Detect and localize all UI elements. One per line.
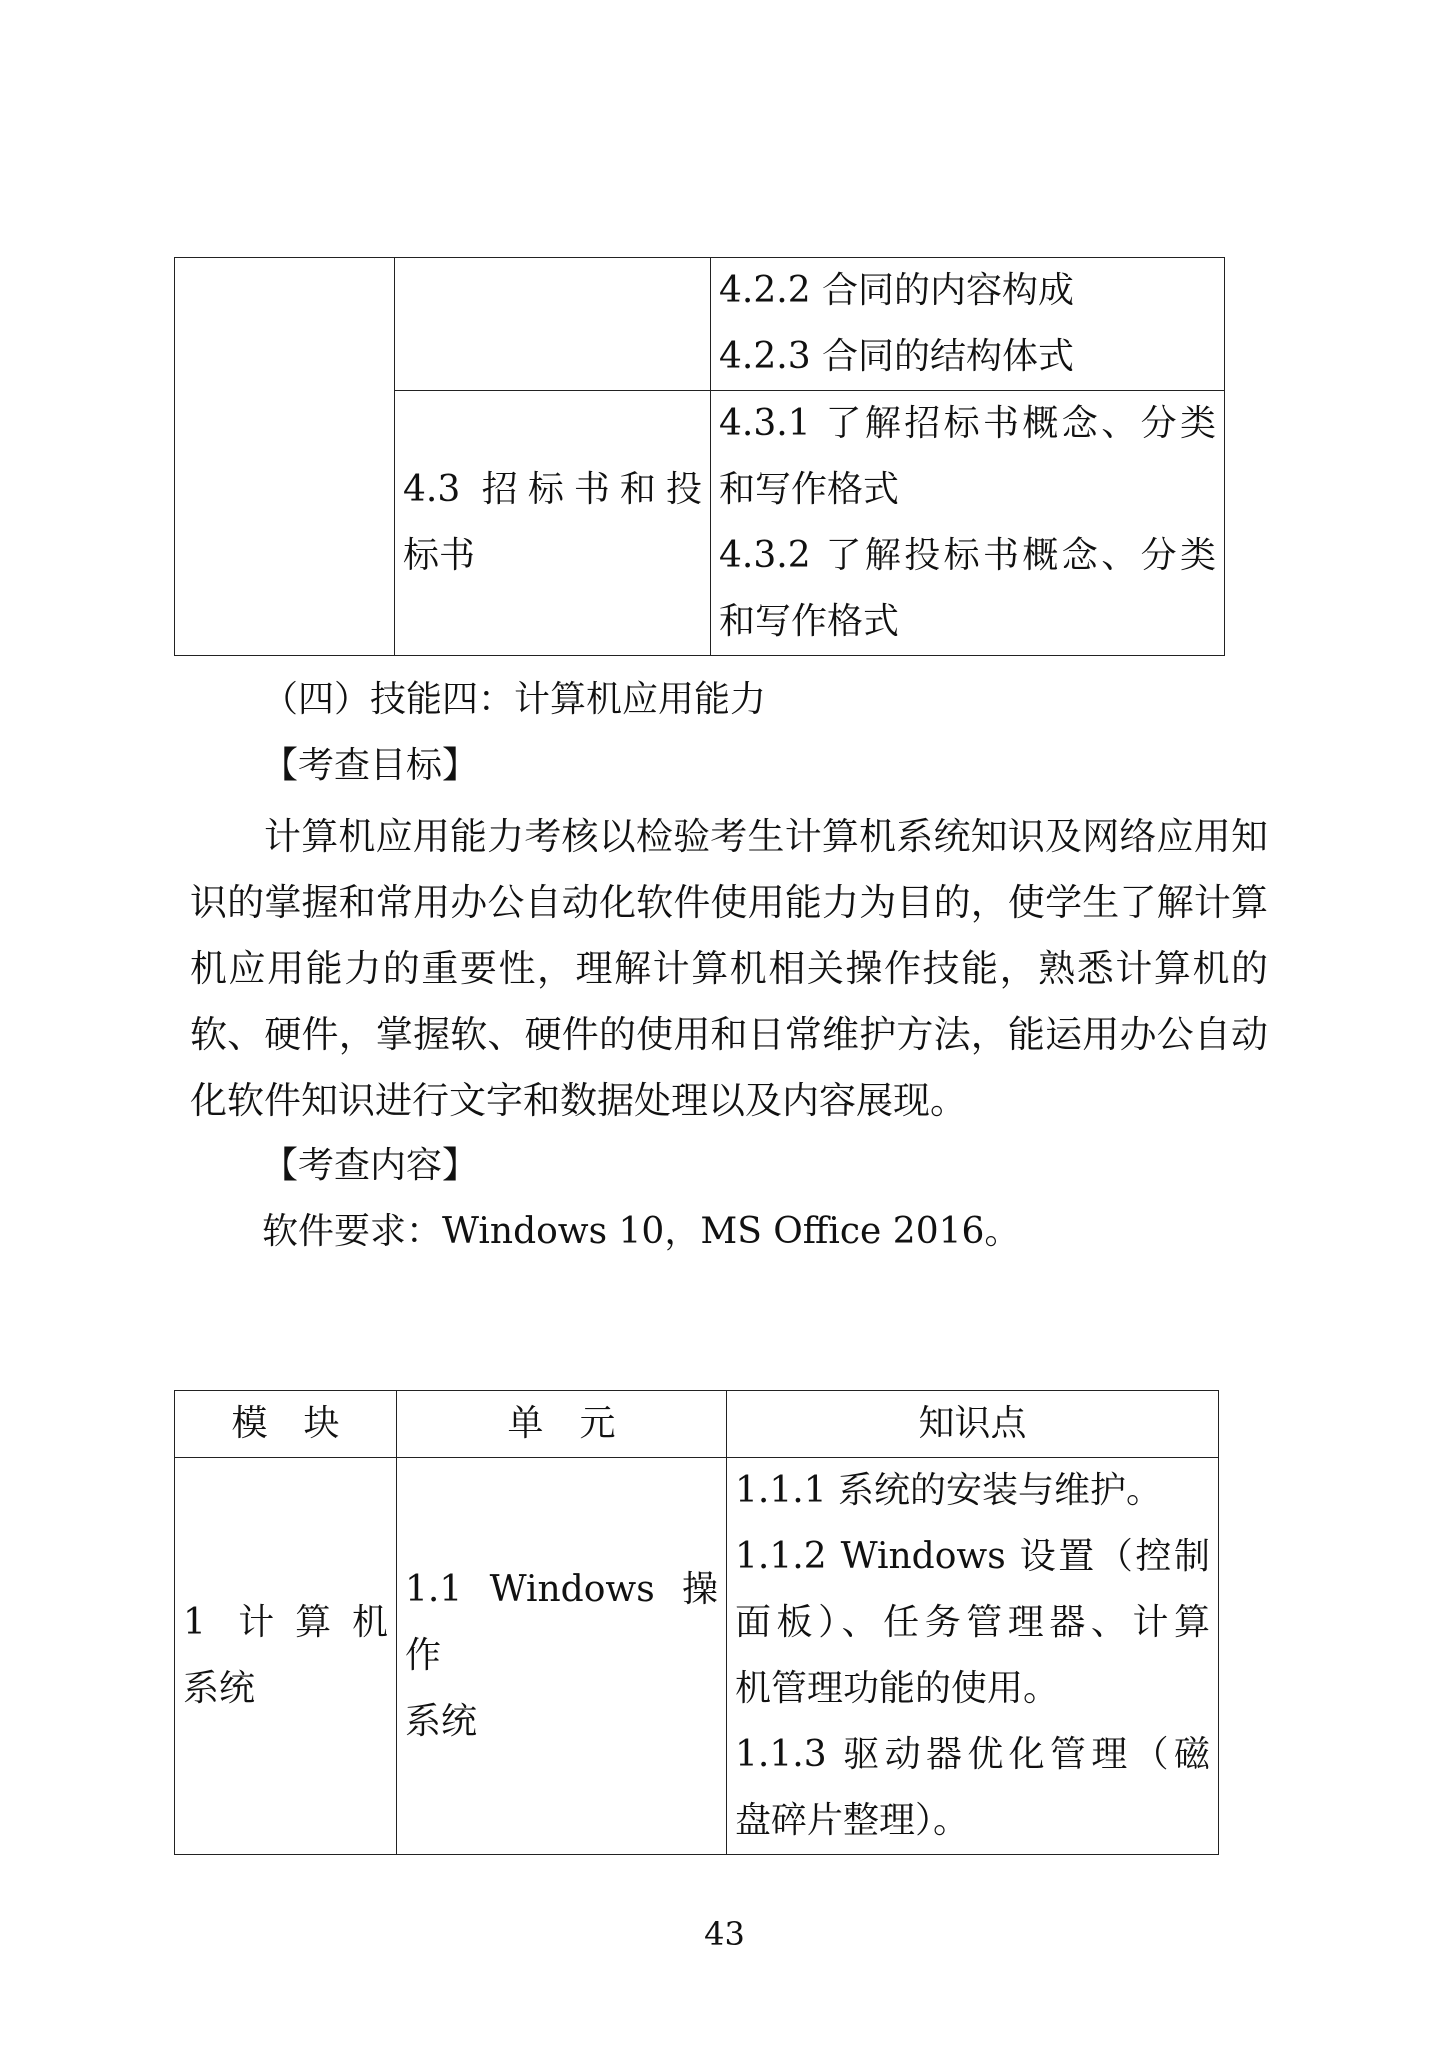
module-cell-empty bbox=[175, 258, 395, 656]
knowledge-cell bbox=[727, 1458, 1219, 1855]
column-header-module: 模 块 bbox=[175, 1391, 397, 1458]
knowledge-point: 4.3.2 了解投标书概念、分类 bbox=[719, 535, 1216, 576]
syllabus-table bbox=[174, 1390, 1219, 1855]
unit-label-line: 标书 bbox=[403, 535, 476, 576]
knowledge-point: 盘碎片整理）。 bbox=[735, 1800, 970, 1841]
module-label-line: 1 计算机 bbox=[183, 1602, 388, 1643]
unit-label-line: 1.1 Windows 操作 bbox=[405, 1569, 718, 1676]
knowledge-point: 和写作格式 bbox=[719, 469, 900, 510]
content-heading: 【考查内容】 bbox=[262, 1145, 479, 1186]
section-title: （四）技能四：计算机应用能力 bbox=[262, 679, 767, 720]
knowledge-point: 1.1.2 Windows 设置（控制 bbox=[735, 1536, 1210, 1577]
knowledge-point: 4.2.2 合同的内容构成 bbox=[719, 270, 1075, 311]
knowledge-point: 1.1.1 系统的安装与维护。 bbox=[735, 1470, 1163, 1511]
knowledge-point: 面板）、任务管理器、计算 bbox=[735, 1602, 1210, 1643]
software-requirement: 软件要求：Windows 10，MS Office 2016。 bbox=[262, 1211, 1021, 1252]
unit-cell-empty bbox=[395, 258, 711, 391]
unit-label-line: 系统 bbox=[405, 1701, 478, 1742]
column-header-knowledge: 知识点 bbox=[727, 1391, 1219, 1458]
knowledge-point: 4.3.1 了解招标书概念、分类 bbox=[719, 403, 1216, 444]
column-header-unit: 单 元 bbox=[397, 1391, 727, 1458]
table-header-row bbox=[175, 1391, 1219, 1458]
knowledge-point: 1.1.3 驱动器优化管理（磁 bbox=[735, 1734, 1210, 1775]
knowledge-point: 机管理功能的使用。 bbox=[735, 1668, 1060, 1709]
objective-paragraph: 计算机应用能力考核以检验考生计算机系统知识及网络应用知识的掌握和常用办公自动化软件使用能力为目的，使学生了解计算机应用能力的重要性，理解计算机相关操作技能，熟悉计算机的软、硬件，掌握软、硬件的使用和日常维护方法，能运用办公自动化软件知识进行文字和数据处理以及内容展现。 bbox=[190, 815, 1268, 1122]
knowledge-point: 4.2.3 合同的结构体式 bbox=[719, 336, 1075, 377]
knowledge-cell bbox=[711, 391, 1225, 656]
knowledge-point: 和写作格式 bbox=[719, 601, 900, 642]
table-row bbox=[175, 258, 1225, 391]
table-row bbox=[175, 1458, 1219, 1855]
unit-cell bbox=[397, 1458, 727, 1855]
objective-heading: 【考查目标】 bbox=[262, 745, 479, 786]
unit-cell bbox=[395, 391, 711, 656]
page-number: 43 bbox=[704, 1915, 745, 1953]
unit-label-line: 4.3 招标书和投 bbox=[403, 469, 702, 510]
module-label-line: 系统 bbox=[183, 1668, 256, 1709]
knowledge-cell bbox=[711, 258, 1225, 391]
syllabus-table-continued bbox=[174, 257, 1225, 656]
module-cell bbox=[175, 1458, 397, 1855]
